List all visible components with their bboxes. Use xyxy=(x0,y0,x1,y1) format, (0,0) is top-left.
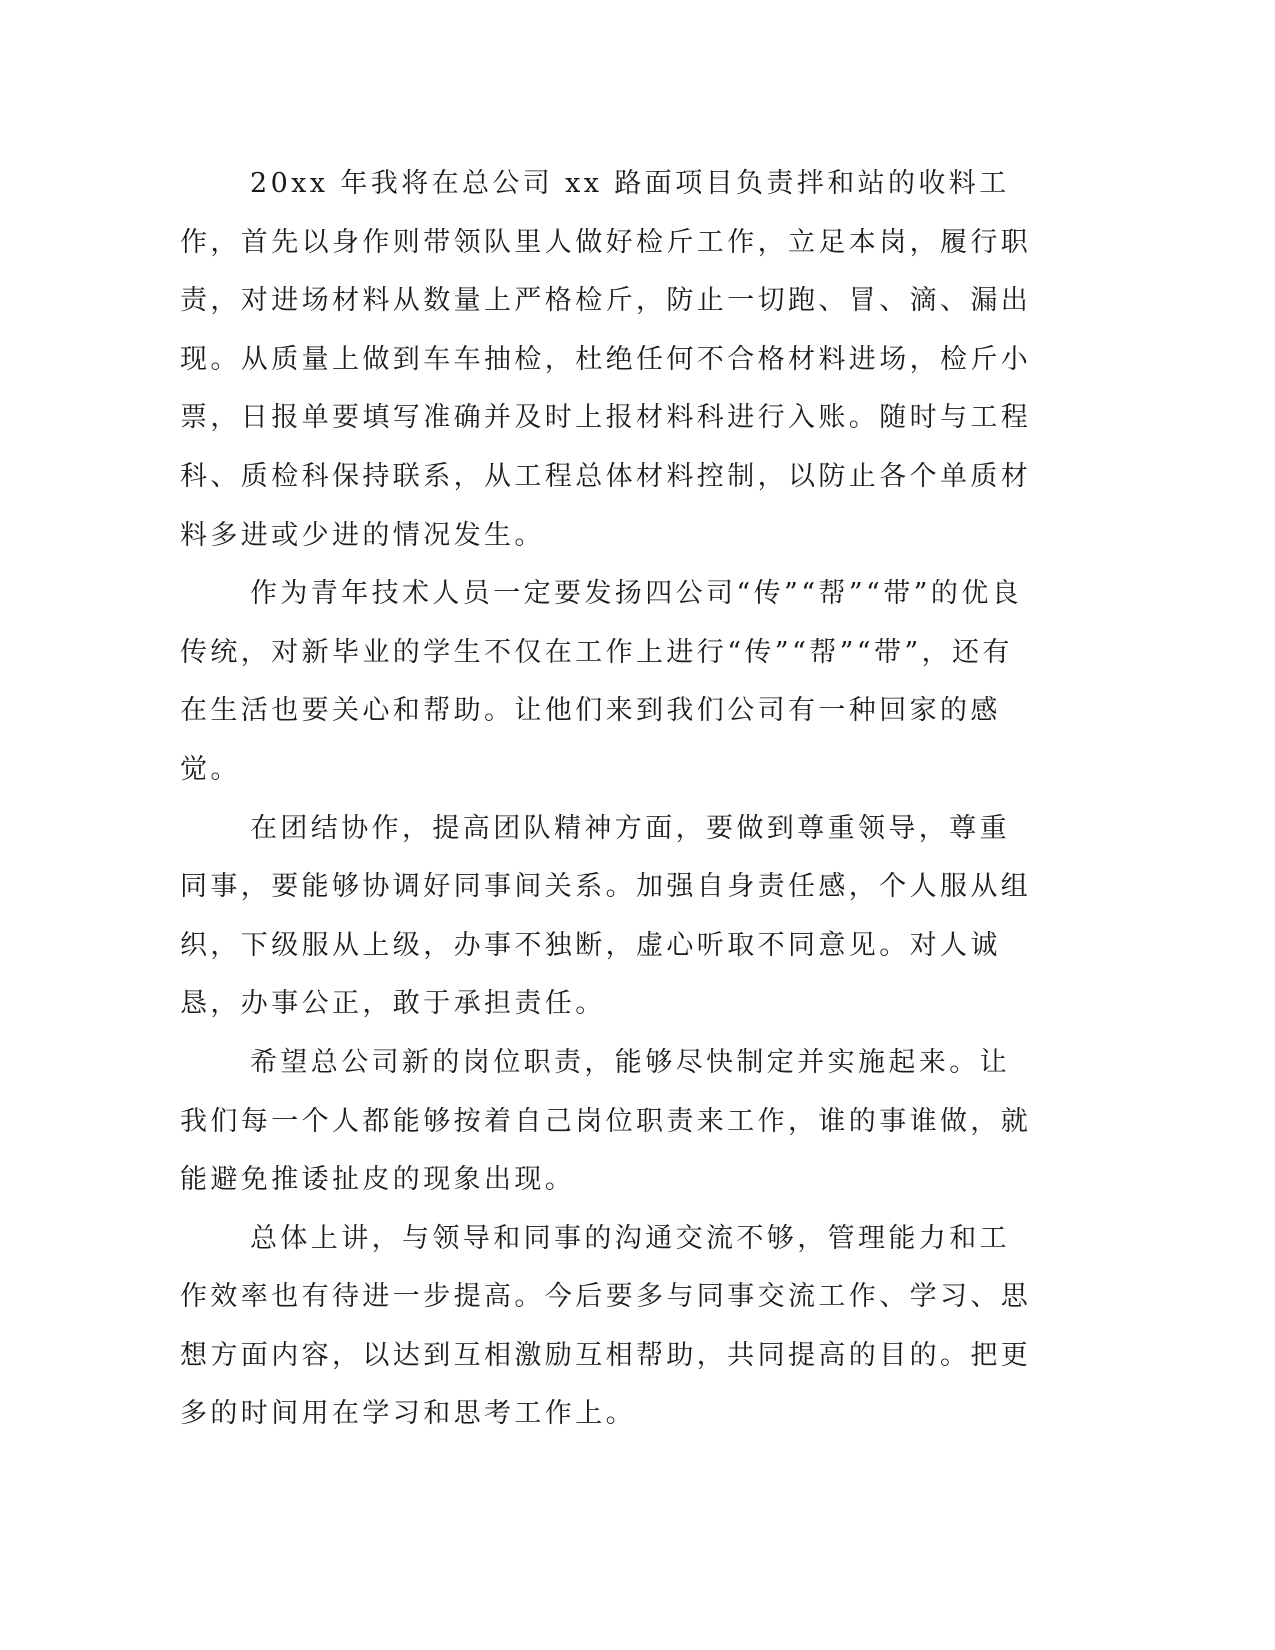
paragraph-material-receiving: 20xx 年我将在总公司 xx 路面项目负责拌和站的收料工作，首先以身作则带领队里人做好检斤工作，立足本岗，履行职责，对进场材料从数量上严格检斤，防止一切跑、冒、滴、漏出现。从质量上做到车车抽检，杜绝任何不合格材料进场，检斤小票，日报单要填写准确并及时上报材料科进行入账。随时与工程科、质检科保持联系，从工程总体材料控制，以防止各个单质材料多进或少进的情况发生。 xyxy=(180,168,1032,551)
paragraph-teamwork: 在团结协作，提高团队精神方面，要做到尊重领导，尊重同事，要能够协调好同事间关系。加强自身责任感，个人服从组织，下级服从上级，办事不独断，虚心听取不同意见。对人诚恳，办事公正，敢于承担责任。 xyxy=(180,812,1032,1020)
paragraph-job-responsibilities: 希望总公司新的岗位职责，能够尽快制定并实施起来。让我们每一个人都能够按着自己岗位职责来工作，谁的事谁做，就能避免推诿扯皮的现象出现。 xyxy=(180,1046,1032,1196)
paragraph-mentoring: 作为青年技术人员一定要发扬四公司“传”“帮”“带”的优良传统，对新毕业的学生不仅在工作上进行“传”“帮”“带”，还有在生活也要关心和帮助。让他们来到我们公司有一种回家的感觉。 xyxy=(180,578,1023,785)
paragraph-summary: 总体上讲，与领导和同事的沟通交流不够，管理能力和工作效率也有待进一步提高。今后要多与同事交流工作、学习、思想方面内容，以达到互相激励互相帮助，共同提高的目的。把更多的时间用在学习和思考工作上。 xyxy=(180,1222,1032,1430)
document-body xyxy=(180,155,1040,1444)
